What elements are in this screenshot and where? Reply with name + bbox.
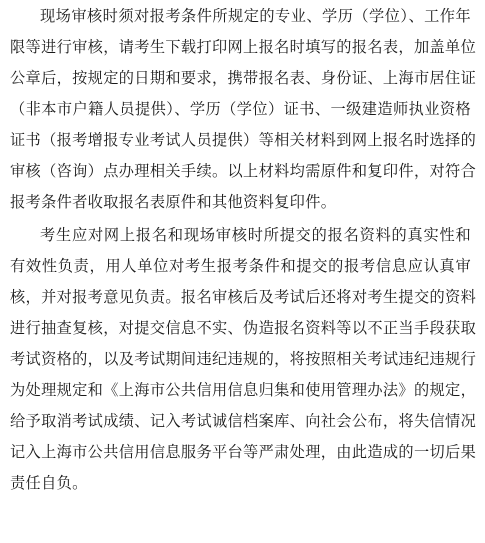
text-line: 给予取消考试成绩、记入考试诚信档案库、向社会公布，将失信情况 [10,412,477,430]
text-line: 限等进行审核，请考生下载打印网上报名时填写的报名表，加盖单位 [10,38,477,56]
text-line: 考生应对网上报名和现场审核时所提交的报名资料的真实性和 [40,226,471,244]
text-line: 为处理规定和《上海市公共信用信息归集和使用管理办法》的规定， [10,381,477,399]
text-line: 公章后，按规定的日期和要求，携带报名表、身份证、上海市居住证 [10,69,477,87]
text-line: 考试资格的，以及考试期间违纪违规的，将按照相关考试违纪违规行 [10,350,477,368]
text-line: 记入上海市公共信用信息服务平台等严肃处理，由此造成的一切后果 [10,443,477,461]
text-line: 责任自负。 [10,474,88,492]
text-line: 报考条件者收取报名表原件和其他资料复印件。 [10,193,337,211]
text-line: （非本市户籍人员提供）、学历（学位）证书、一级建造师执业资格 [10,100,471,118]
paragraph-onsite-review [10,1,477,218]
text-line: 核，并对报考意见负责。报名审核后及考试后还将对考生提交的资料 [10,288,477,306]
text-line: 现场审核时须对报考条件所规定的专业、学历（学位）、工作年 [40,7,471,25]
text-line: 审核（咨询）点办理相关手续。以上材料均需原件和复印件，对符合 [10,162,477,180]
paragraph-candidate-responsibility [10,220,477,499]
text-line: 证书（报考增报专业考试人员提供）等相关材料到网上报名时选择的 [10,131,477,149]
text-line: 进行抽查复核，对提交信息不实、伪造报名资料等以不正当手段获取 [10,319,477,337]
text-line: 有效性负责，用人单位对考生报考条件和提交的报考信息应认真审 [10,257,471,275]
